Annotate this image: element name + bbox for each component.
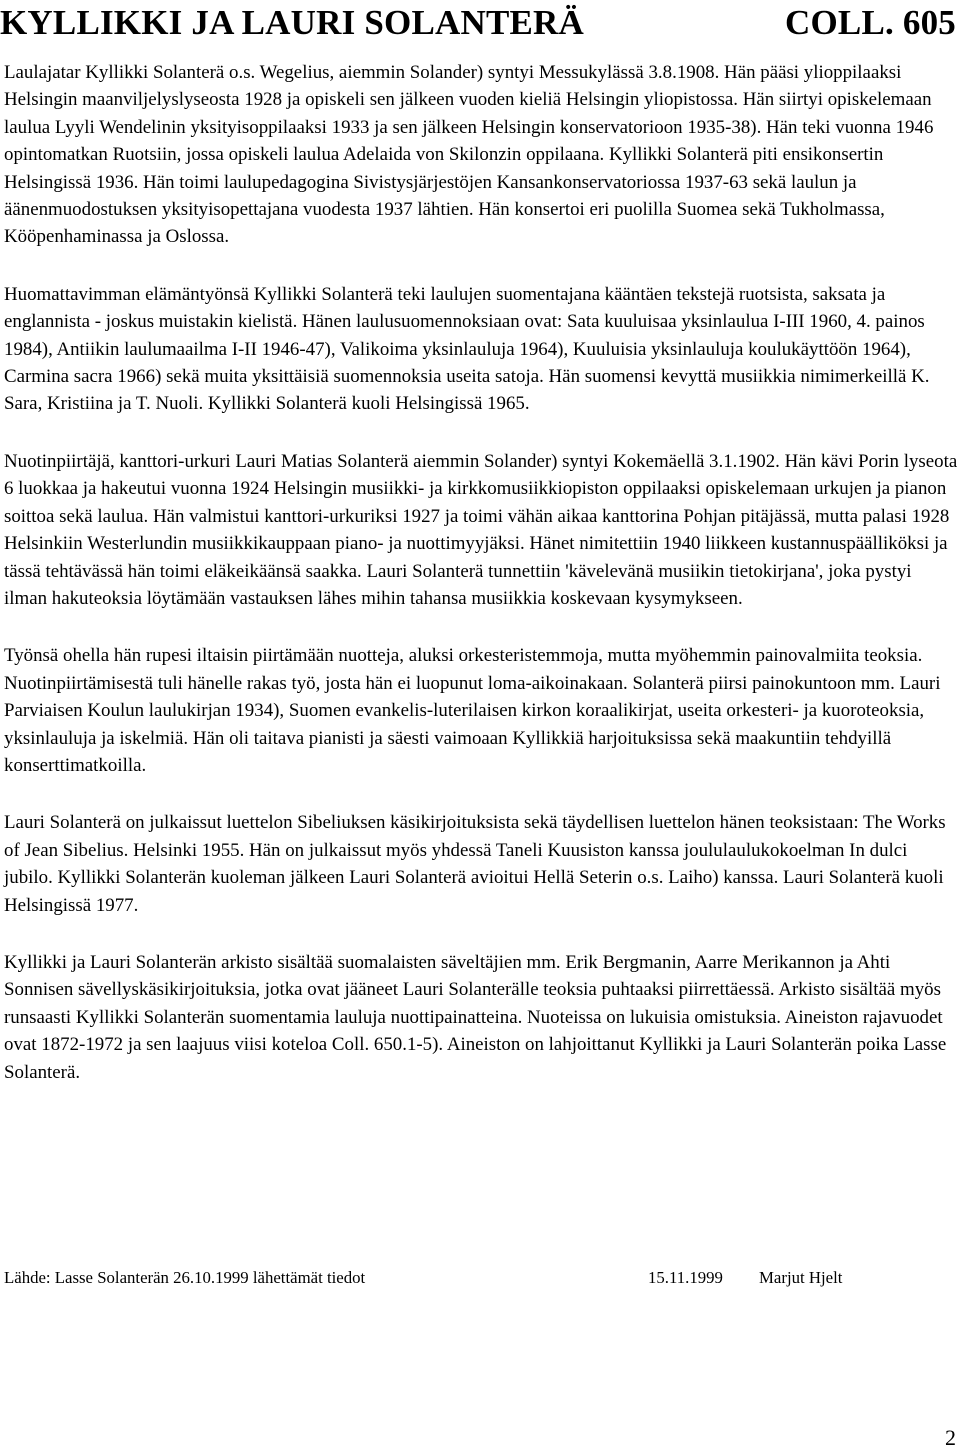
compiled-date: 15.11.1999 [648,1268,723,1287]
compiler-name: Marjut Hjelt [759,1268,843,1287]
document-body [4,59,958,1116]
source-note: Lähde: Lasse Solanterän 26.10.1999 lähettämät tiedot [4,1268,366,1287]
document-footer [4,1266,958,1290]
paragraph-lauri-publications: Lauri Solanterä on julkaissut luettelon Sibeliuksen käsikirjoituksista sekä täydellisen luettelon hänen teoksistaan: The Works of Jean Sibelius. Helsinki 1955. Hän on julkaissut myös yhdessä Taneli Kuusiston kanssa joululaulukokoelman In dulci jubilo. Kyllikki Solanterän kuoleman jälkeen Lauri Solanterä avioitui Hellä Seterin o.s. Laiho) kanssa. Lauri Solanterä kuoli Helsingissä 1977. [4,812,946,916]
paragraph-archive-contents: Kyllikki ja Lauri Solanterän arkisto sisältää suomalaisten säveltäjien mm. Erik Bergmanin, Aarre Merikannon ja Ahti Sonnisen sävellyskäsikirjoituksia, jotka ovat jääneet Lauri Solanterälle teoksia puhtaaksi piirrettäessä. Arkisto sisältää myös runsaasti Kyllikki Solanterän suomentamia lauluja nuottipainatteina. Nuoteissa on lukuisia omistuksia. Aineiston rajavuodet ovat 1872-1972 ja sen laajuus viisi koteloa Coll. 650.1-5). Aineiston on lahjoittanut Kyllikki ja Lauri Solanterän poika Lasse Solanterä. [4,951,947,1083]
document-header [0,2,956,44]
paragraph-lauri-engraving: Työnsä ohella hän rupesi iltaisin piirtämään nuotteja, aluksi orkesteristemmoja, mutta myöhemmin painovalmiita teoksia. Nuotinpiirtämisestä tuli hänelle rakas työ, josta hän ei luopunut loma-aikoinakaan. Solanterä piirsi painokuntoon mm. Lauri Parviaisen Koulun laulukirjan 1934), Suomen evankelis-luterilaisen kirkon koraalikirjat, useita orkesteri- ja kuoroteoksia, yksinlauluja ja iskelmiä. Hän oli taitava pianisti ja säesti vaimoaan Kyllikkiä harjoituksissa sekä maakuntiin tehdyillä konserttimatkoilla. [4,645,941,776]
paragraph-lauri-biography: Nuotinpiirtäjä, kanttori-urkuri Lauri Matias Solanterä aiemmin Solander) syntyi Kokemäellä 3.1.1902. Hän kävi Porin lyseota 6 luokkaa ja hakeutui vuonna 1924 Helsingin musiikki- ja kirkkomusiikkiopiston oppilaaksi opiskelemaan urkujen ja pianon soittoa sekä laulua. Hän valmistui kanttori-urkuriksi 1927 ja toimi vähän aikaa kanttorina Pohjan pitäjässä, mutta palasi 1928 Helsinkiin Westerlundin musiikkikauppaan piano- ja nuottimyyjäksi. Hänet nimitettiin 1940 liikkeen kustannuspäälliköksi ja tässä tehtävässä hän toimi eläkeikäänsä saakka. Lauri Solanterä tunnettiin 'kävelevänä musiikin tietokirjana', joka pystyi ilman hakuteoksia löytämään vastauksen lähes mihin tahansa musiikkia koskevaan kysymykseen. [4,450,958,609]
collection-number: COLL. 605 [785,3,956,42]
document-title: KYLLIKKI JA LAURI SOLANTERÄ [0,3,584,42]
page-number: 2 [945,1425,956,1450]
paragraph-kyllikki-biography: Laulajatar Kyllikki Solanterä o.s. Wegelius, aiemmin Solander) syntyi Messukylässä 3.8.1908. Hän pääsi ylioppilaaksi Helsingin maanviljelyslyseosta 1928 ja opiskeli sen jälkeen vuoden kieliä Helsingin yliopistossa. Hän siirtyi opiskelemaan laulua Lyyli Wendelinin yksityisoppilaaksi 1933 ja sen jälkeen Helsingin konservatorioon 1935-38). Hän teki vuonna 1946 opintomatkan Ruotsiin, jossa opiskeli laulua Adelaida von Skilonzin oppilaana. Kyllikki Solanterä piti ensikonsertin Helsingissä 1936. Hän toimi laulupedagogina Sivistysjärjestöjen Kansankonservatoriossa 1937-63 sekä laulun ja äänenmuodostuksen yksityisopettajana vuodesta 1937 lähtien. Hän konsertoi eri puolilla Suomea sekä Tukholmassa, Kööpenhaminassa ja Oslossa. [4,62,934,248]
paragraph-kyllikki-translations: Huomattavimman elämäntyönsä Kyllikki Solanterä teki laulujen suomentajana kääntäen tekstejä ruotsista, saksata ja englannista - joskus muistakin kielistä. Hänen laulusuomennoksiaan ovat: Sata kuuluisaa yksinlaulua I-III 1960, 4. painos 1984), Antiikin laulumaailma I-II 1946-47), Valikoima yksinlauluja 1964), Kuuluisia yksinlauluja koulukäyttöön 1964), Carmina sacra 1966) sekä muita yksittäisiä suomennoksia useita satoja. Hän suomensi kevyttä musiikkia nimimerkeillä K. Sara, Kristiina ja T. Nuoli. Kyllikki Solanterä kuoli Helsingissä 1965. [4,283,930,415]
